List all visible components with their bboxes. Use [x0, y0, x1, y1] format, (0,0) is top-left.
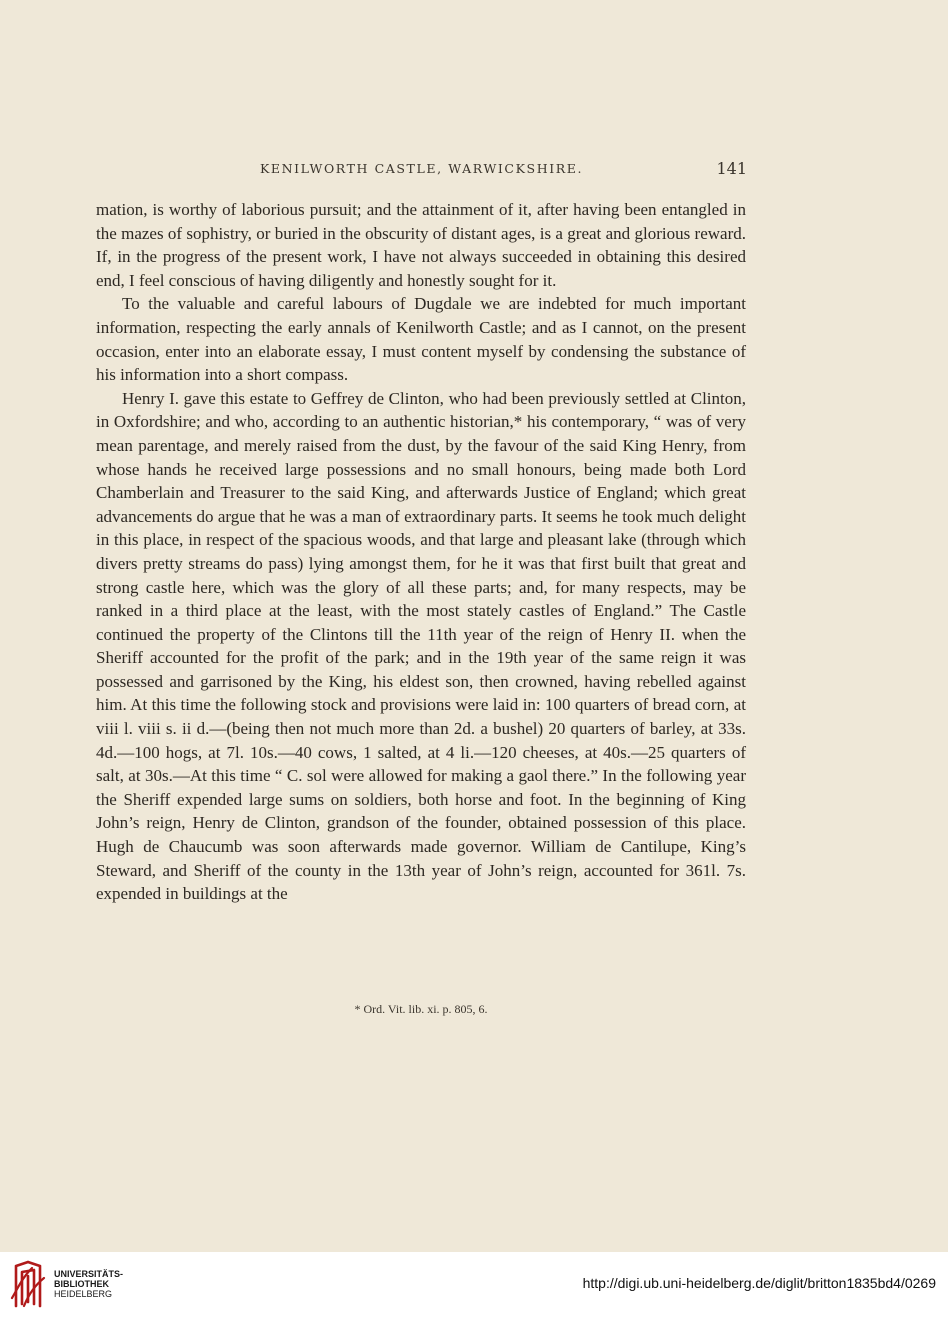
footer-bar [0, 1252, 948, 1320]
body-text [96, 198, 746, 906]
source-url[interactable]: http://digi.ub.uni-heidelberg.de/diglit/britton1835bd4/0269 [582, 1275, 936, 1291]
footnote: * Ord. Vit. lib. xi. p. 805, 6. [354, 1002, 488, 1016]
paragraph: To the valuable and careful labours of Dugdale we are indebted for much important information, respecting the early annals of Kenilworth Castle; and as I cannot, on the present occasion, enter into an elaborate essay, I must content myself by condensing the substance of his information into a short compass. [96, 294, 746, 385]
paragraph: Henry I. gave this estate to Geffrey de Clinton, who had been previously settled at Clinton, in Oxfordshire; and who, according to an authentic historian,* his contemporary, “ was of very mean parentage, and merely raised from the dust, by the favour of the said King Henry, from whose hands he received large possessions and no small honours, being made both Lord Chamberlain and Treasurer to the said King, and afterwards Justice of England; which great advancements do argue that he was a man of extraordinary parts. It seems he took much delight in this place, in respect of the spacious woods, and that large and pleasant lake (through which divers pretty streams do pass) lying amongst them, for he it was that first built that great and strong castle here, which was the glory of all these parts; and, for many respects, may be ranked in a third place at the least, with the most stately castles of England.” The Castle continued the property of the Clintons till the 11th year of the reign of Henry II. when the Sheriff accounted for the profit of the park; and in the 19th year of the same reign it was possessed and garrisoned by the King, his eldest son, then crowned, having rebelled against him. At this time the following stock and provisions were laid in: 100 quarters of bread corn, at viii l. viii s. ii d.—(being then not much more than 2d. a bushel) 20 quarters of barley, at 33s. 4d.—100 hogs, at 7l. 10s.—40 cows, 1 salted, at 4 li.—120 cheeses, at 40s.—25 quarters of salt, at 30s.—At this time “ C. sol were allowed for making a gaol there.” In the following year the Sheriff expended large sums on soldiers, both horse and foot. In the beginning of King John’s reign, Henry de Clinton, grandson of the founder, obtained possession of this place. Hugh de Chaucumb was soon afterwards made governor. William de Cantilupe, King’s Steward, and Sheriff of the county in the 13th year of John’s reign, accounted for 361l. 7s. expended in buildings at the [96, 388, 746, 904]
paragraph: mation, is worthy of laborious pursuit; and the attainment of it, after having been entangled in the mazes of sophistry, or buried in the obscurity of distant ages, is a great and glorious reward. If, in the progress of the present work, I have not always succeeded in obtaining this desired end, I feel conscious of having diligently and honestly sought for it. [96, 200, 746, 290]
running-title: KENILWORTH CASTLE, WARWICKSHIRE. [259, 161, 584, 176]
library-name [54, 1269, 123, 1299]
library-name-line: UNIVERSITÄTS- [54, 1269, 124, 1279]
library-name-line: BIBLIOTHEK [54, 1279, 109, 1289]
library-name-line: HEIDELBERG [54, 1289, 113, 1299]
library-logo-icon [8, 1258, 48, 1310]
page-header [96, 159, 747, 183]
page-number: 141 [716, 159, 747, 178]
